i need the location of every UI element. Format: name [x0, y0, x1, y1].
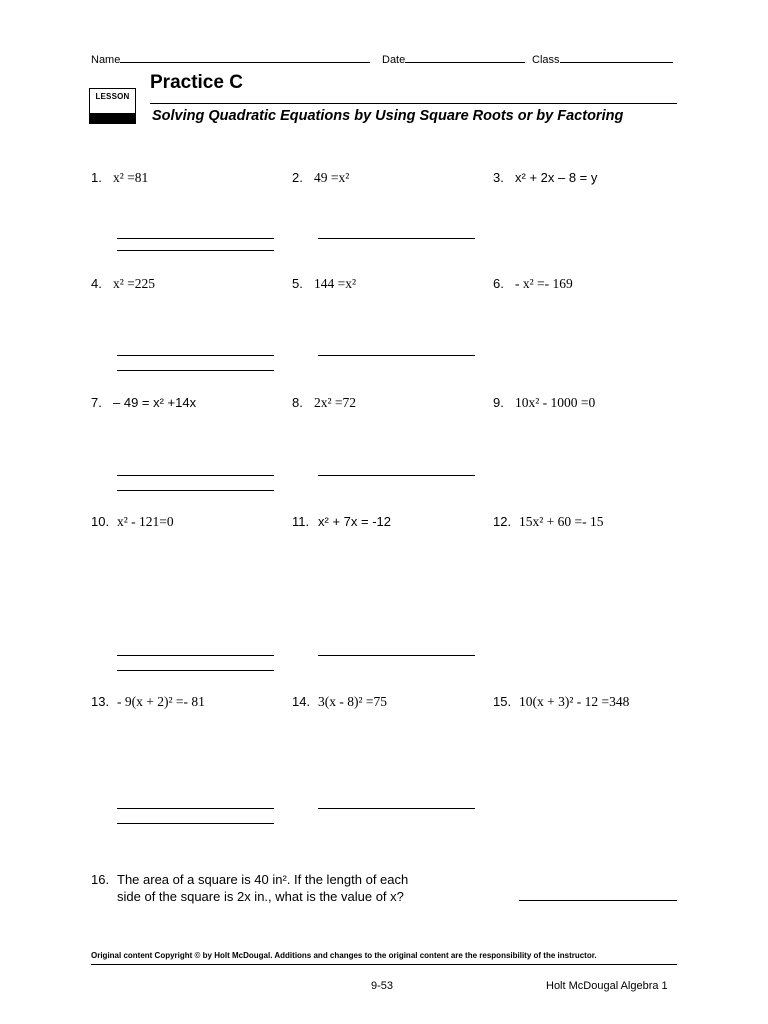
answer-line[interactable] — [117, 370, 274, 371]
problem-number: 3. — [493, 170, 504, 185]
problem-7 — [91, 391, 196, 410]
answer-line[interactable] — [117, 655, 274, 656]
problem-equation: 49 =x² — [314, 170, 350, 185]
problem-number: 1. — [91, 170, 102, 185]
answer-line[interactable] — [318, 355, 475, 356]
problem-11 — [292, 510, 391, 529]
answer-line[interactable] — [117, 475, 274, 476]
date-field[interactable] — [382, 51, 525, 66]
page-number: 9-53 — [371, 980, 394, 992]
problem-number: 11. — [292, 514, 310, 529]
name-blank[interactable] — [120, 51, 370, 63]
problem-5 — [292, 272, 356, 292]
problem-equation: 10(x + 3)² - 12 =348 — [519, 694, 630, 709]
problem-16-line2: side of the square is 2x in., what is the value of x? — [117, 889, 404, 904]
problem-number: 5. — [292, 276, 303, 291]
problem-6 — [493, 272, 573, 292]
problem-number: 12. — [493, 514, 512, 529]
answer-line[interactable] — [117, 670, 274, 671]
answer-line[interactable] — [117, 823, 274, 824]
problem-number: 10. — [91, 514, 110, 529]
problem-number: 9. — [493, 395, 504, 410]
date-blank[interactable] — [405, 51, 525, 63]
lesson-box — [89, 88, 136, 124]
book-title: Holt McDougal Algebra 1 — [546, 980, 668, 992]
answer-line[interactable] — [318, 655, 475, 656]
problem-2 — [292, 166, 349, 186]
name-field[interactable] — [91, 51, 370, 66]
date-label: Date — [382, 54, 406, 66]
problem-number: 7. — [91, 395, 102, 410]
page-subtitle: Solving Quadratic Equations by Using Square Roots or by Factoring — [152, 108, 624, 124]
problem-3 — [493, 166, 597, 185]
class-blank[interactable] — [560, 51, 673, 63]
answer-line[interactable] — [117, 490, 274, 491]
problem-equation: 144 =x² — [314, 276, 357, 291]
class-field[interactable] — [532, 51, 673, 66]
problem-number: 16. — [91, 872, 110, 887]
problem-16-line1: The area of a square is 40 in². If the length of each — [117, 872, 409, 887]
problem-number: 15. — [493, 694, 512, 709]
problem-equation: - x² =- 169 — [515, 276, 573, 291]
footer-divider — [91, 964, 677, 965]
problem-number: 8. — [292, 395, 303, 410]
answer-line[interactable] — [117, 238, 274, 239]
problem-1 — [91, 166, 148, 186]
name-label: Name — [91, 54, 121, 66]
problem-equation: x² - 121=0 — [117, 514, 174, 529]
problem-equation: 3(x - 8)² =75 — [318, 694, 388, 709]
problem-number: 6. — [493, 276, 504, 291]
answer-line[interactable] — [318, 475, 475, 476]
problem-12 — [493, 510, 604, 530]
copyright-notice: Original content Copyright © by Holt McDougal. Additions and changes to the original content are the responsibility of the instructor. — [91, 951, 597, 960]
problem-equation: – 49 = x² +14x — [113, 395, 197, 410]
problem-number: 4. — [91, 276, 102, 291]
answer-line[interactable] — [117, 808, 274, 809]
problem-equation: 15x² + 60 =- 15 — [519, 514, 604, 529]
problem-15 — [493, 690, 629, 710]
problem-equation: - 9(x + 2)² =- 81 — [117, 694, 205, 709]
problem-equation: 2x² =72 — [314, 395, 357, 410]
problem-8 — [292, 391, 356, 411]
answer-line[interactable] — [117, 250, 274, 251]
problem-equation: x² =81 — [113, 170, 149, 185]
problem-number: 2. — [292, 170, 303, 185]
word-problem-16 — [91, 871, 408, 905]
answer-line[interactable] — [318, 808, 475, 809]
problem-number: 13. — [91, 694, 110, 709]
problem-13 — [91, 690, 205, 710]
lesson-label: LESSON — [95, 92, 130, 101]
problem-equation: x² + 7x = -12 — [318, 514, 391, 529]
problem-number: 14. — [292, 694, 311, 709]
answer-line-16[interactable] — [519, 900, 677, 901]
problem-10 — [91, 510, 174, 530]
problem-9 — [493, 391, 595, 411]
class-label: Class — [532, 54, 560, 66]
problem-equation: x² + 2x – 8 = y — [515, 170, 598, 185]
problem-equation: 10x² - 1000 =0 — [515, 395, 596, 410]
page-title: Practice C — [150, 72, 243, 93]
problem-14 — [292, 690, 387, 710]
lesson-number-bar — [90, 113, 135, 123]
answer-line[interactable] — [318, 238, 475, 239]
title-divider — [150, 103, 677, 104]
problem-equation: x² =225 — [113, 276, 156, 291]
answer-line[interactable] — [117, 355, 274, 356]
problem-4 — [91, 272, 155, 292]
